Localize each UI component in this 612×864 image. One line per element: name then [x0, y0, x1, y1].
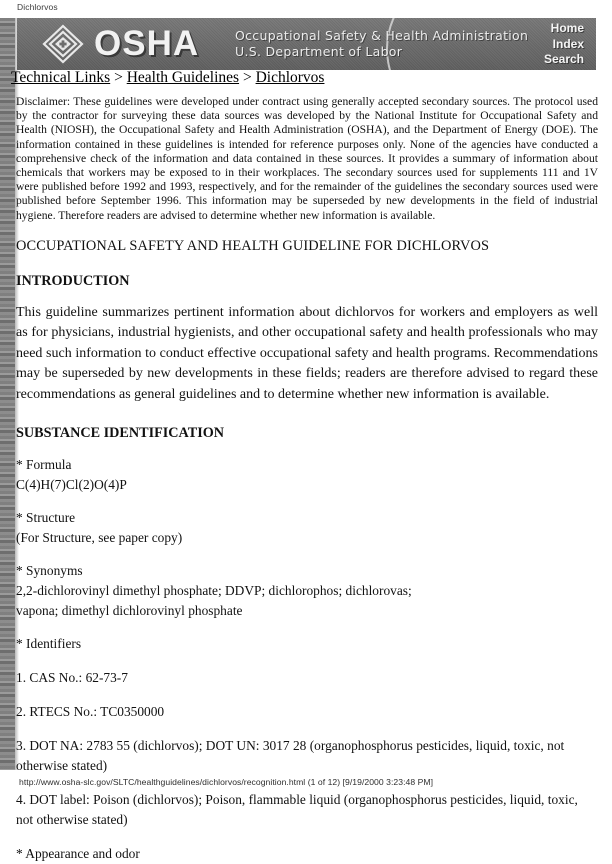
field-appearance-label: * Appearance and odor — [16, 846, 140, 862]
page-edge-band — [0, 18, 15, 770]
breadcrumb-item-technical-links[interactable]: Technical Links — [11, 69, 111, 86]
field-identifiers-label: * Identifiers — [16, 636, 82, 652]
masthead-nav — [544, 21, 584, 68]
nav-index-link[interactable]: Index — [552, 36, 584, 51]
identifier-item-4: 4. DOT label: Poison (dichlorvos); Poison, flammable liquid (organophosphorus pesticides, liquid, toxic, not otherwise stated) — [16, 792, 578, 828]
osha-wordmark: OSHA — [94, 24, 200, 63]
field-formula-value: C(4)H(7)Cl(2)O(4)P — [16, 477, 127, 493]
agency-line-2: U.S. Department of Labor — [235, 44, 403, 59]
nav-search-link[interactable]: Search — [543, 52, 584, 66]
breadcrumb — [11, 68, 324, 87]
footer-url-status: http://www.osha-slc.gov/SLTC/healthguidelines/dichlorvos/recognition.html (1 of 12) [9/19/2000 3:23:48 PM] — [19, 777, 434, 787]
breadcrumb-item-dichlorvos[interactable]: Dichlorvos — [255, 69, 325, 86]
breadcrumb-separator-2: > — [239, 69, 256, 86]
field-synonyms-line-1: 2,2-dichlorovinyl dimethyl phosphate; DDVP; dichlorophos; dichlorovas; — [16, 583, 412, 599]
disclaimer-paragraph: Disclaimer: These guidelines were developed under contract using generally accepted secondary sources. The protocol used by the contractor for surveying these data sources was developed by the National Institute for Occupational Safety and Health (NIOSH), the Occupational Safety and Health Administration (OSHA), and the Department of Energy (DOE). The information contained in these guidelines is intended for reference purposes only. None of the agencies have conducted a comprehensive check of the information and data contained in these sources. It provides a summary of information about chemicals that workers may be exposed to in their workplaces. The secondary sources used for supplements 111 and 1V were published before 1992 and 1993, respectively, and for the remainder of the guidelines the secondary sources used were published before September 1996. This information may be superseded by new developments in the field of industrial hygiene. Therefore readers are advised to determine whether new information is available. — [16, 95, 598, 222]
field-structure — [16, 508, 598, 548]
osha-diamond-logo-icon — [42, 24, 84, 64]
field-formula — [16, 455, 598, 495]
document-content — [16, 95, 598, 864]
breadcrumb-item-health-guidelines[interactable]: Health Guidelines — [126, 69, 240, 86]
section-heading-introduction: INTRODUCTION — [16, 272, 130, 289]
breadcrumb-separator-1: > — [110, 69, 127, 86]
field-structure-label: * Structure — [16, 510, 76, 526]
agency-line-1: Occupational Safety & Health Administration — [235, 28, 529, 43]
identifier-item-3: 3. DOT NA: 2783 55 (dichlorvos); DOT UN: 3017 28 (organophosphorus pesticides, liquid, toxic, not otherwise stated) — [16, 738, 565, 774]
nav-home-link[interactable]: Home — [550, 21, 584, 35]
identifier-item-2: 2. RTECS No.: TC0350000 — [16, 704, 165, 720]
field-formula-label: * Formula — [16, 457, 72, 473]
agency-name-block — [235, 28, 528, 60]
page-title: Dichlorvos — [17, 2, 58, 12]
field-structure-value: (For Structure, see paper copy) — [16, 530, 183, 546]
field-identifiers — [16, 634, 598, 654]
field-synonyms-line-2: vapona; dimethyl dichlorovinyl phosphate — [16, 603, 243, 619]
introduction-paragraph: This guideline summarizes pertinent information about dichlorvos for workers and employers as well as for physicians, industrial hygienists, and other occupational safety and health professionals who may need such information to conduct effective occupational safety and health programs. Recommendations may be superseded by new developments in these fields; readers are therefore advised to regard these recommendations as general guidelines and to determine whether new information is available. — [16, 304, 598, 402]
identifier-item-1: 1. CAS No.: 62-73-7 — [16, 670, 128, 686]
field-synonyms — [16, 561, 598, 621]
document-title: OCCUPATIONAL SAFETY AND HEALTH GUIDELINE FOR DICHLORVOS — [16, 237, 490, 254]
osha-masthead — [17, 18, 596, 70]
field-synonyms-label: * Synonyms — [16, 563, 83, 579]
section-heading-substance-identification: SUBSTANCE IDENTIFICATION — [16, 425, 224, 442]
